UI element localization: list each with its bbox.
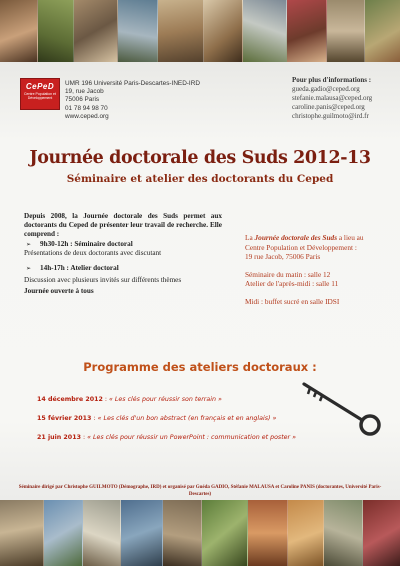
- workshop-list: [37, 396, 296, 453]
- workshop-date: 15 février 2013: [37, 415, 92, 422]
- phone-number: 01 78 94 98 70: [65, 104, 108, 112]
- address-line: 75006 Paris: [65, 96, 100, 104]
- ceped-logo: [20, 78, 60, 110]
- open-to-all-note: Journée ouverte à tous: [24, 286, 94, 295]
- info-line: Centre Population et Développement :: [245, 242, 357, 252]
- workshop-item: 14 décembre 2012 : « Les clés pour réussir son terrain »: [37, 396, 222, 403]
- arrow-bullet-icon: ➢: [26, 265, 32, 273]
- info-text: La: [245, 233, 255, 242]
- workshop-date: 14 décembre 2012: [37, 396, 103, 403]
- info-address: 19 rue Jacob, 75006 Paris: [245, 252, 321, 262]
- logo-name: CePeD: [25, 82, 55, 91]
- afternoon-room: Atelier de l'après-midi : salle 11: [245, 279, 339, 289]
- info-text: a lieu au: [337, 233, 364, 242]
- top-photo-collage: [0, 0, 400, 62]
- workshop-topic: « Les clés pour réussir son terrain »: [109, 396, 222, 403]
- page-subtitle: Séminaire et atelier des doctorants du Ceped: [66, 173, 334, 185]
- session-morning: [24, 240, 222, 249]
- arrow-bullet-icon: ➢: [26, 241, 32, 249]
- event-name: Journée doctorale des Suds: [254, 233, 338, 242]
- session-afternoon: [24, 264, 222, 273]
- address-line: 19, rue Jacob: [65, 88, 104, 96]
- workshop-item: 21 juin 2013 : « Les clés pour réussir un PowerPoint : communication et poster »: [37, 434, 297, 441]
- contact-email[interactable]: christophe.guilmoto@ird.fr: [292, 112, 369, 120]
- workshop-topic: « Les clés pour réussir un PowerPoint : communication et poster »: [87, 434, 297, 441]
- session-description: Présentations de deux doctorants avec discutant: [24, 249, 162, 258]
- logo-subtitle: Centre Population et Développement: [24, 92, 56, 100]
- address-block: [65, 80, 200, 121]
- website-link[interactable]: www.ceped.org: [65, 112, 109, 120]
- morning-room: Séminaire du matin : salle 12: [245, 269, 331, 279]
- practical-info: [245, 233, 395, 307]
- lunch-info: Midi : buffet sucré en salle IDSI: [245, 296, 340, 306]
- intro-section: [24, 212, 222, 296]
- session-heading: 9h30-12h : Séminaire doctoral: [40, 240, 133, 249]
- contact-email[interactable]: stefanie.malausa@ceped.org: [292, 94, 373, 102]
- contact-email[interactable]: gueda.gadio@ceped.org: [292, 85, 360, 93]
- workshop-item: 15 février 2013 : « Les clés d'un bon abstract (en français et en anglais) »: [37, 415, 277, 422]
- key-icon: [300, 380, 384, 440]
- page-title: Journée doctorale des Suds 2012-13: [29, 148, 371, 168]
- contacts-heading: Pour plus d'informations :: [292, 76, 372, 84]
- info-line: [245, 233, 395, 243]
- footer-credits: Séminaire dirigé par Christophe GUILMOTO (Démographe, IRD) et organisé par Guéda GADIO, Stéfanie MALAUSA et Caroline PANIS (doctorantes, Université Paris-Descartes): [18, 485, 382, 497]
- contacts-block: [292, 76, 372, 121]
- program-title: Programme des ateliers doctoraux :: [83, 360, 317, 374]
- address-line: UMR 196 Université Paris-Descartes-INED-IRD: [65, 80, 200, 87]
- workshop-topic: « Les clés d'un bon abstract (en français et en anglais) »: [97, 415, 277, 422]
- flyer-body: [0, 62, 400, 500]
- session-description: Discussion avec plusieurs invités sur différents thèmes: [24, 275, 182, 284]
- bottom-photo-collage: [0, 500, 400, 566]
- workshop-date: 21 juin 2013: [37, 434, 81, 441]
- intro-text: Depuis 2008, la Journée doctorale des Suds permet aux doctorants du Ceped de présenter leur travail de recherche. Elle comprend :: [24, 212, 222, 239]
- contact-email[interactable]: caroline.panis@ceped.org: [292, 103, 365, 111]
- session-heading: 14h-17h : Atelier doctoral: [40, 264, 119, 273]
